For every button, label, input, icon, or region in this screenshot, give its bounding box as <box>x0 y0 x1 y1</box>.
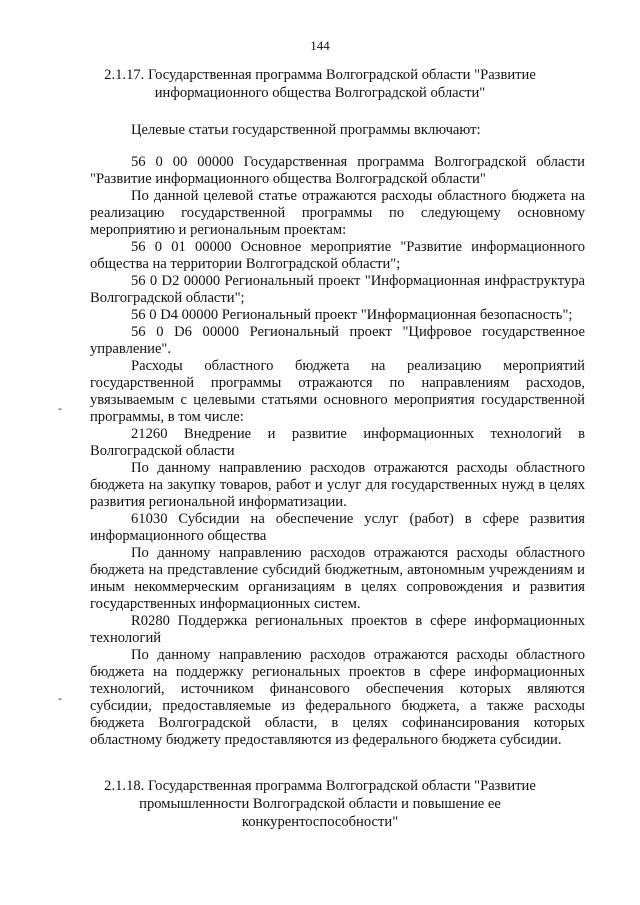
paragraph: По данной целевой статье отражаются расходы областного бюджета на реализацию государственной программы по следующему основному мероприятию и региональным проектам: <box>90 188 585 238</box>
margin-mark: - <box>58 691 62 705</box>
section-heading-line: информационного общества Волгоградской области" <box>154 85 486 101</box>
intro-text: Целевые статьи государственной программы включают: <box>131 122 481 138</box>
paragraph: 56 0 D6 00000 Региональный проект "Цифровое государственное управление". <box>90 324 585 357</box>
section-heading-line: промышленности Волгоградской области и повышение ее <box>139 796 501 812</box>
page-number: 144 <box>310 38 330 53</box>
paragraph: 56 0 D4 00000 Региональный проект "Информационная безопасность"; <box>131 307 573 323</box>
section-heading-line: 2.1.17. Государственная программа Волгоградской области "Развитие <box>104 67 536 83</box>
paragraph: 56 0 00 00000 Государственная программа Волгоградской области "Развитие информационного общества Волгоградской области" <box>90 154 585 187</box>
paragraph: 61030 Субсидии на обеспечение услуг (работ) в сфере развития информационного общества <box>90 511 585 544</box>
document-body <box>90 154 585 749</box>
paragraph: Расходы областного бюджета на реализацию мероприятий государственной программы отражаются по направлениям расходов, увязываемым с целевыми статьями основного мероприятия государственной программы, в том числе: <box>90 358 585 425</box>
section-heading-2-1-18 <box>100 777 540 831</box>
paragraph: 21260 Внедрение и развитие информационных технологий в Волгоградской области <box>90 426 585 459</box>
margin-mark: - <box>58 401 62 415</box>
paragraph: 56 0 D2 00000 Региональный проект "Информационная инфраструктура Волгоградской области"; <box>90 273 585 306</box>
section-heading-line: 2.1.18. Государственная программа Волгоградской области "Развитие <box>104 778 536 794</box>
section-heading-line: конкурентоспособности" <box>241 814 399 830</box>
paragraph: По данному направлению расходов отражаются расходы областного бюджета на поддержку региональных проектов в сфере информационных технологий, источником финансового обеспечения которых являются субсидии, предоставляемые из федерального бюджета, а также расходы бюджета Волгоградской области, в целях софинансирования которых областному бюджету предоставляются из федерального бюджета субсидии. <box>90 647 585 748</box>
paragraph: 56 0 01 00000 Основное мероприятие "Развитие информационного общества на территории Волгоградской области"; <box>90 239 585 272</box>
paragraph: По данному направлению расходов отражаются расходы областного бюджета на представление субсидий бюджетным, автономным учреждениям и иным некоммерческим организациям в целях сопровождения и развития государственных информационных систем. <box>90 545 585 612</box>
paragraph: R0280 Поддержка региональных проектов в сфере информационных технологий <box>90 613 585 646</box>
section-heading-2-1-17 <box>100 66 540 102</box>
paragraph: По данному направлению расходов отражаются расходы областного бюджета на закупку товаров, работ и услуг для государственных нужд в целях развития региональной информатизации. <box>90 460 585 510</box>
